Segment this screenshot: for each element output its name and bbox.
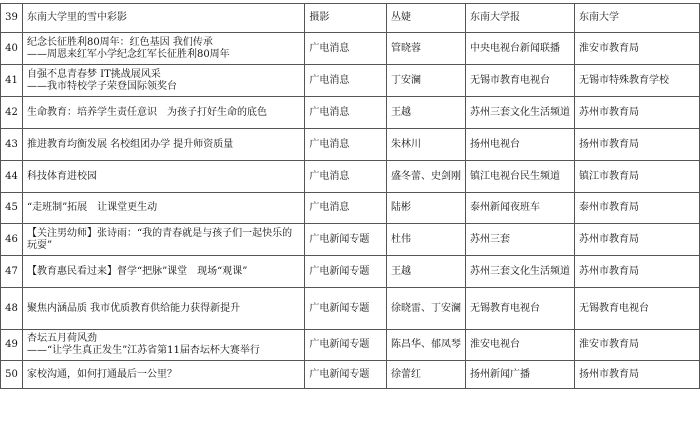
- row-number-cell: 41: [1, 65, 23, 97]
- unit-cell: 东南大学: [574, 4, 699, 33]
- unit-cell: 无锡教育电视台: [574, 288, 699, 330]
- title-line: 东南大学里的雪中彩影: [26, 12, 127, 23]
- category-cell: 广电新闻专题: [305, 361, 387, 389]
- table-row: [1, 193, 700, 224]
- title-cell: [22, 193, 304, 224]
- table-row: [1, 288, 700, 330]
- author-cell: 徐晓雷、丁安澜: [386, 288, 465, 330]
- title-cell: [22, 97, 304, 129]
- title-line: 杏坛五月荷风劲: [26, 333, 97, 344]
- media-cell: 苏州三套: [465, 224, 574, 256]
- category-cell: 广电新闻专题: [305, 256, 387, 288]
- category-cell: 广电新闻专题: [305, 330, 387, 361]
- title-line: ——我市特校学子荣登国际领奖台: [26, 80, 177, 92]
- title-line: 生命教育：培养学生责任意识 为孩子打好生命的底色: [26, 106, 267, 118]
- media-cell: 泰州新闻夜班车: [465, 193, 574, 224]
- media-cell: 苏州三套文化生活频道: [465, 256, 574, 288]
- table-row: [1, 161, 700, 193]
- row-number-cell: 46: [1, 224, 23, 256]
- title-line: 家校沟通，如何打通最后一公里？: [26, 368, 177, 380]
- category-cell: 广电消息: [305, 65, 387, 97]
- author-cell: 陈昌华、郁凤琴: [386, 330, 465, 361]
- table-row: [1, 224, 700, 256]
- author-cell: 盛冬蕾、史剑刚: [386, 161, 465, 193]
- title-cell: [22, 288, 304, 330]
- title-line: 【关注男幼师】张诗雨：“我的青春就是与孩子们一起快乐的: [26, 227, 293, 239]
- author-cell: 王越: [386, 97, 465, 129]
- table-row: [1, 256, 700, 288]
- category-cell: 摄影: [305, 4, 387, 33]
- table-row: [1, 4, 700, 33]
- title-cell: [22, 4, 304, 33]
- title-cell: [22, 129, 304, 161]
- author-cell: 杜伟: [386, 224, 465, 256]
- row-number-cell: 45: [1, 193, 23, 224]
- table-row: [1, 33, 700, 65]
- unit-cell: 镇江市教育局: [574, 161, 699, 193]
- category-cell: 广电消息: [305, 129, 387, 161]
- media-cell: 东南大学报: [465, 4, 574, 33]
- row-number-cell: 43: [1, 129, 23, 161]
- table-row: [1, 129, 700, 161]
- media-cell: 无锡市教育电视台: [465, 65, 574, 97]
- title-cell: [22, 330, 304, 361]
- unit-cell: 淮安市教育局: [574, 33, 699, 65]
- category-cell: 广电消息: [305, 33, 387, 65]
- author-cell: 丛婕: [386, 4, 465, 33]
- row-number-cell: 48: [1, 288, 23, 330]
- unit-cell: 苏州市教育局: [574, 224, 699, 256]
- awards-table-body: [1, 4, 700, 389]
- row-number-cell: 42: [1, 97, 23, 129]
- title-cell: [22, 33, 304, 65]
- unit-cell: 苏州市教育局: [574, 97, 699, 129]
- title-cell: [22, 65, 304, 97]
- row-number-cell: 50: [1, 361, 23, 389]
- author-cell: 管晓蓉: [386, 33, 465, 65]
- author-cell: 徐蕾红: [386, 361, 465, 389]
- category-cell: 广电消息: [305, 193, 387, 224]
- category-cell: 广电新闻专题: [305, 288, 387, 330]
- row-number-cell: 47: [1, 256, 23, 288]
- unit-cell: 无锡市特殊教育学校: [574, 65, 699, 97]
- title-cell: [22, 256, 304, 288]
- title-cell: [22, 224, 304, 256]
- row-number-cell: 40: [1, 33, 23, 65]
- title-cell: [22, 161, 304, 193]
- title-line: 聚焦内涵品质 我市优质教育供给能力获得新提升: [26, 302, 241, 314]
- media-cell: 扬州新闻广播: [465, 361, 574, 389]
- title-line: 科技体育进校园: [26, 170, 97, 182]
- row-number-cell: 44: [1, 161, 23, 193]
- title-line: ——周恩来红军小学纪念红军长征胜利80周年: [26, 48, 230, 60]
- unit-cell: 扬州市教育局: [574, 129, 699, 161]
- table-row: [1, 97, 700, 129]
- media-cell: 镇江电视台民生频道: [465, 161, 574, 193]
- media-cell: 扬州电视台: [465, 129, 574, 161]
- unit-cell: 淮安市教育局: [574, 330, 699, 361]
- table-row: [1, 330, 700, 361]
- title-line: 【教育惠民看过来】督学“把脉”课堂 现场“观课”: [26, 265, 248, 277]
- category-cell: 广电新闻专题: [305, 224, 387, 256]
- media-cell: 苏州三套文化生活频道: [465, 97, 574, 129]
- unit-cell: 泰州市教育局: [574, 193, 699, 224]
- media-cell: 淮安电视台: [465, 330, 574, 361]
- row-number-cell: 49: [1, 330, 23, 361]
- table-row: [1, 65, 700, 97]
- title-line: 玩耍”: [26, 239, 53, 251]
- title-line: “走班制”拓展 让课堂更生动: [26, 202, 158, 213]
- author-cell: 丁安澜: [386, 65, 465, 97]
- awards-table: [0, 3, 700, 389]
- author-cell: 王越: [386, 256, 465, 288]
- row-number-cell: 39: [1, 4, 23, 33]
- category-cell: 广电消息: [305, 97, 387, 129]
- title-line: ——“让学生真正发生”江苏省第11届杏坛杯大赛举行: [26, 345, 260, 356]
- table-row: [1, 361, 700, 389]
- author-cell: 陆彬: [386, 193, 465, 224]
- media-cell: 无锡教育电视台: [465, 288, 574, 330]
- title-line: 纪念长征胜利80周年：红色基因 我们传承: [26, 36, 213, 48]
- unit-cell: 苏州市教育局: [574, 256, 699, 288]
- title-cell: [22, 361, 304, 389]
- media-cell: 中央电视台新闻联播: [465, 33, 574, 65]
- title-line: 自强不息青春梦 IT挑战展风采: [26, 68, 161, 80]
- unit-cell: 扬州市教育局: [574, 361, 699, 389]
- title-line: 推进教育均衡发展 名校组团办学 提升师资质量: [26, 138, 234, 150]
- category-cell: 广电消息: [305, 161, 387, 193]
- author-cell: 朱林川: [386, 129, 465, 161]
